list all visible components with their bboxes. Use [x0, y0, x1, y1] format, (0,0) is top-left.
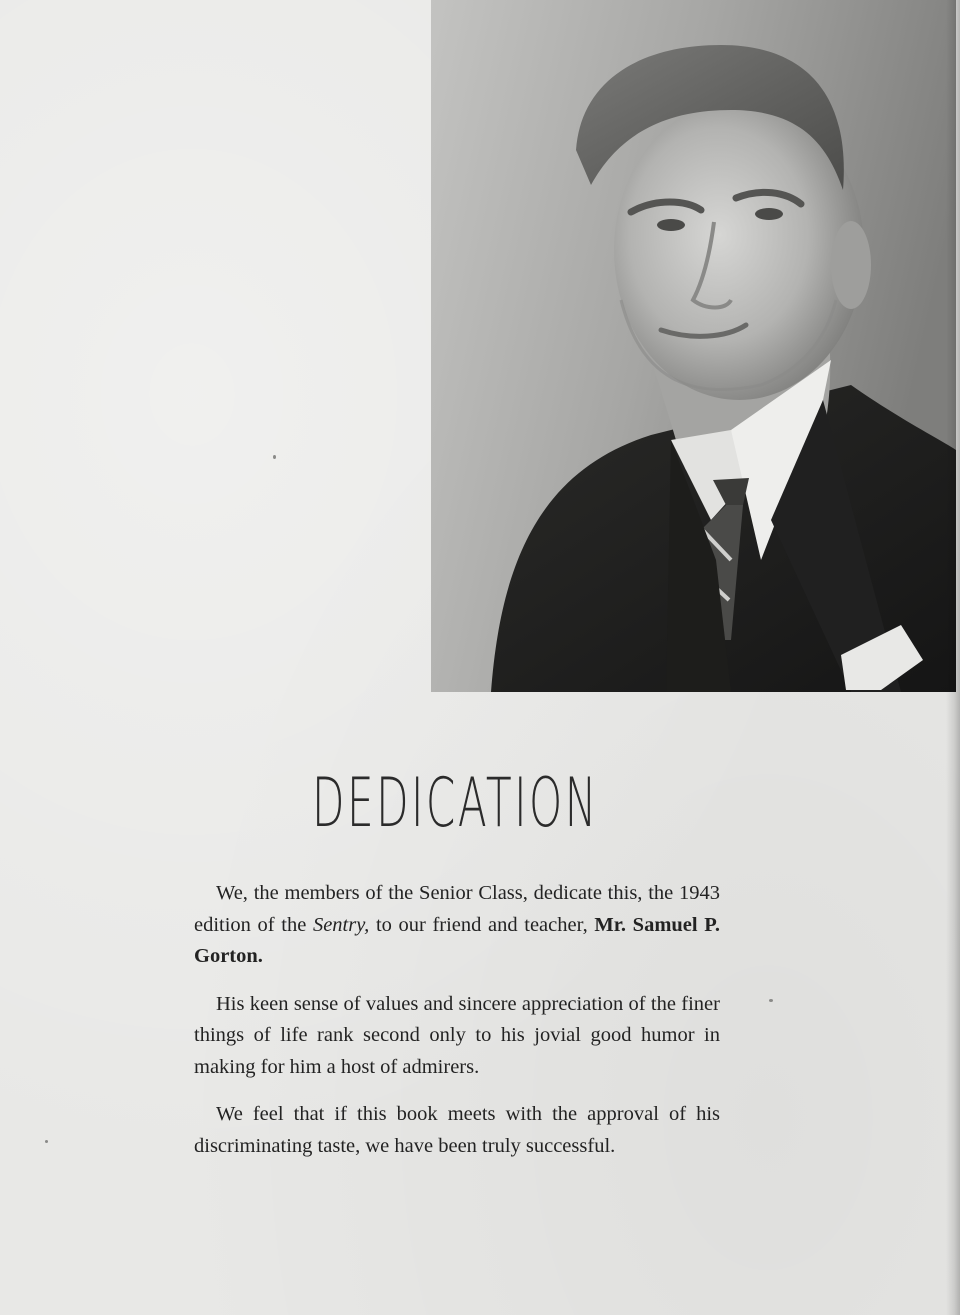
dedication-paragraph-1	[194, 878, 720, 973]
page-edge-shadow	[946, 0, 960, 1315]
dedication-heading: DEDICATION	[312, 764, 599, 843]
honoree-name: Mr. Samuel P. Gorton.	[194, 913, 720, 967]
paper-speck	[45, 1140, 48, 1143]
dedication-paragraph-2: His keen sense of values and sincere appreciation of the finer things of life rank second only to his jovial good humor in making for him a host of admirers.	[194, 992, 720, 1078]
portrait-illustration	[431, 0, 956, 692]
dedication-text	[194, 878, 720, 1178]
paragraph-1-line-2-start: the 1943 edition of the	[194, 882, 721, 936]
paragraph-1-line-2-end: to our friend and teacher,	[369, 913, 588, 936]
paper-speck	[769, 999, 773, 1002]
book-title: Sentry,	[312, 913, 370, 936]
paper-speck	[273, 455, 276, 459]
paragraph-1-line-1: We, the members of the Senior Class, dedicate this,	[216, 882, 643, 904]
portrait-photo	[431, 0, 956, 692]
dedication-paragraph-3: We feel that if this book meets with the approval of his discriminating taste, we have been truly successful.	[194, 1103, 720, 1157]
